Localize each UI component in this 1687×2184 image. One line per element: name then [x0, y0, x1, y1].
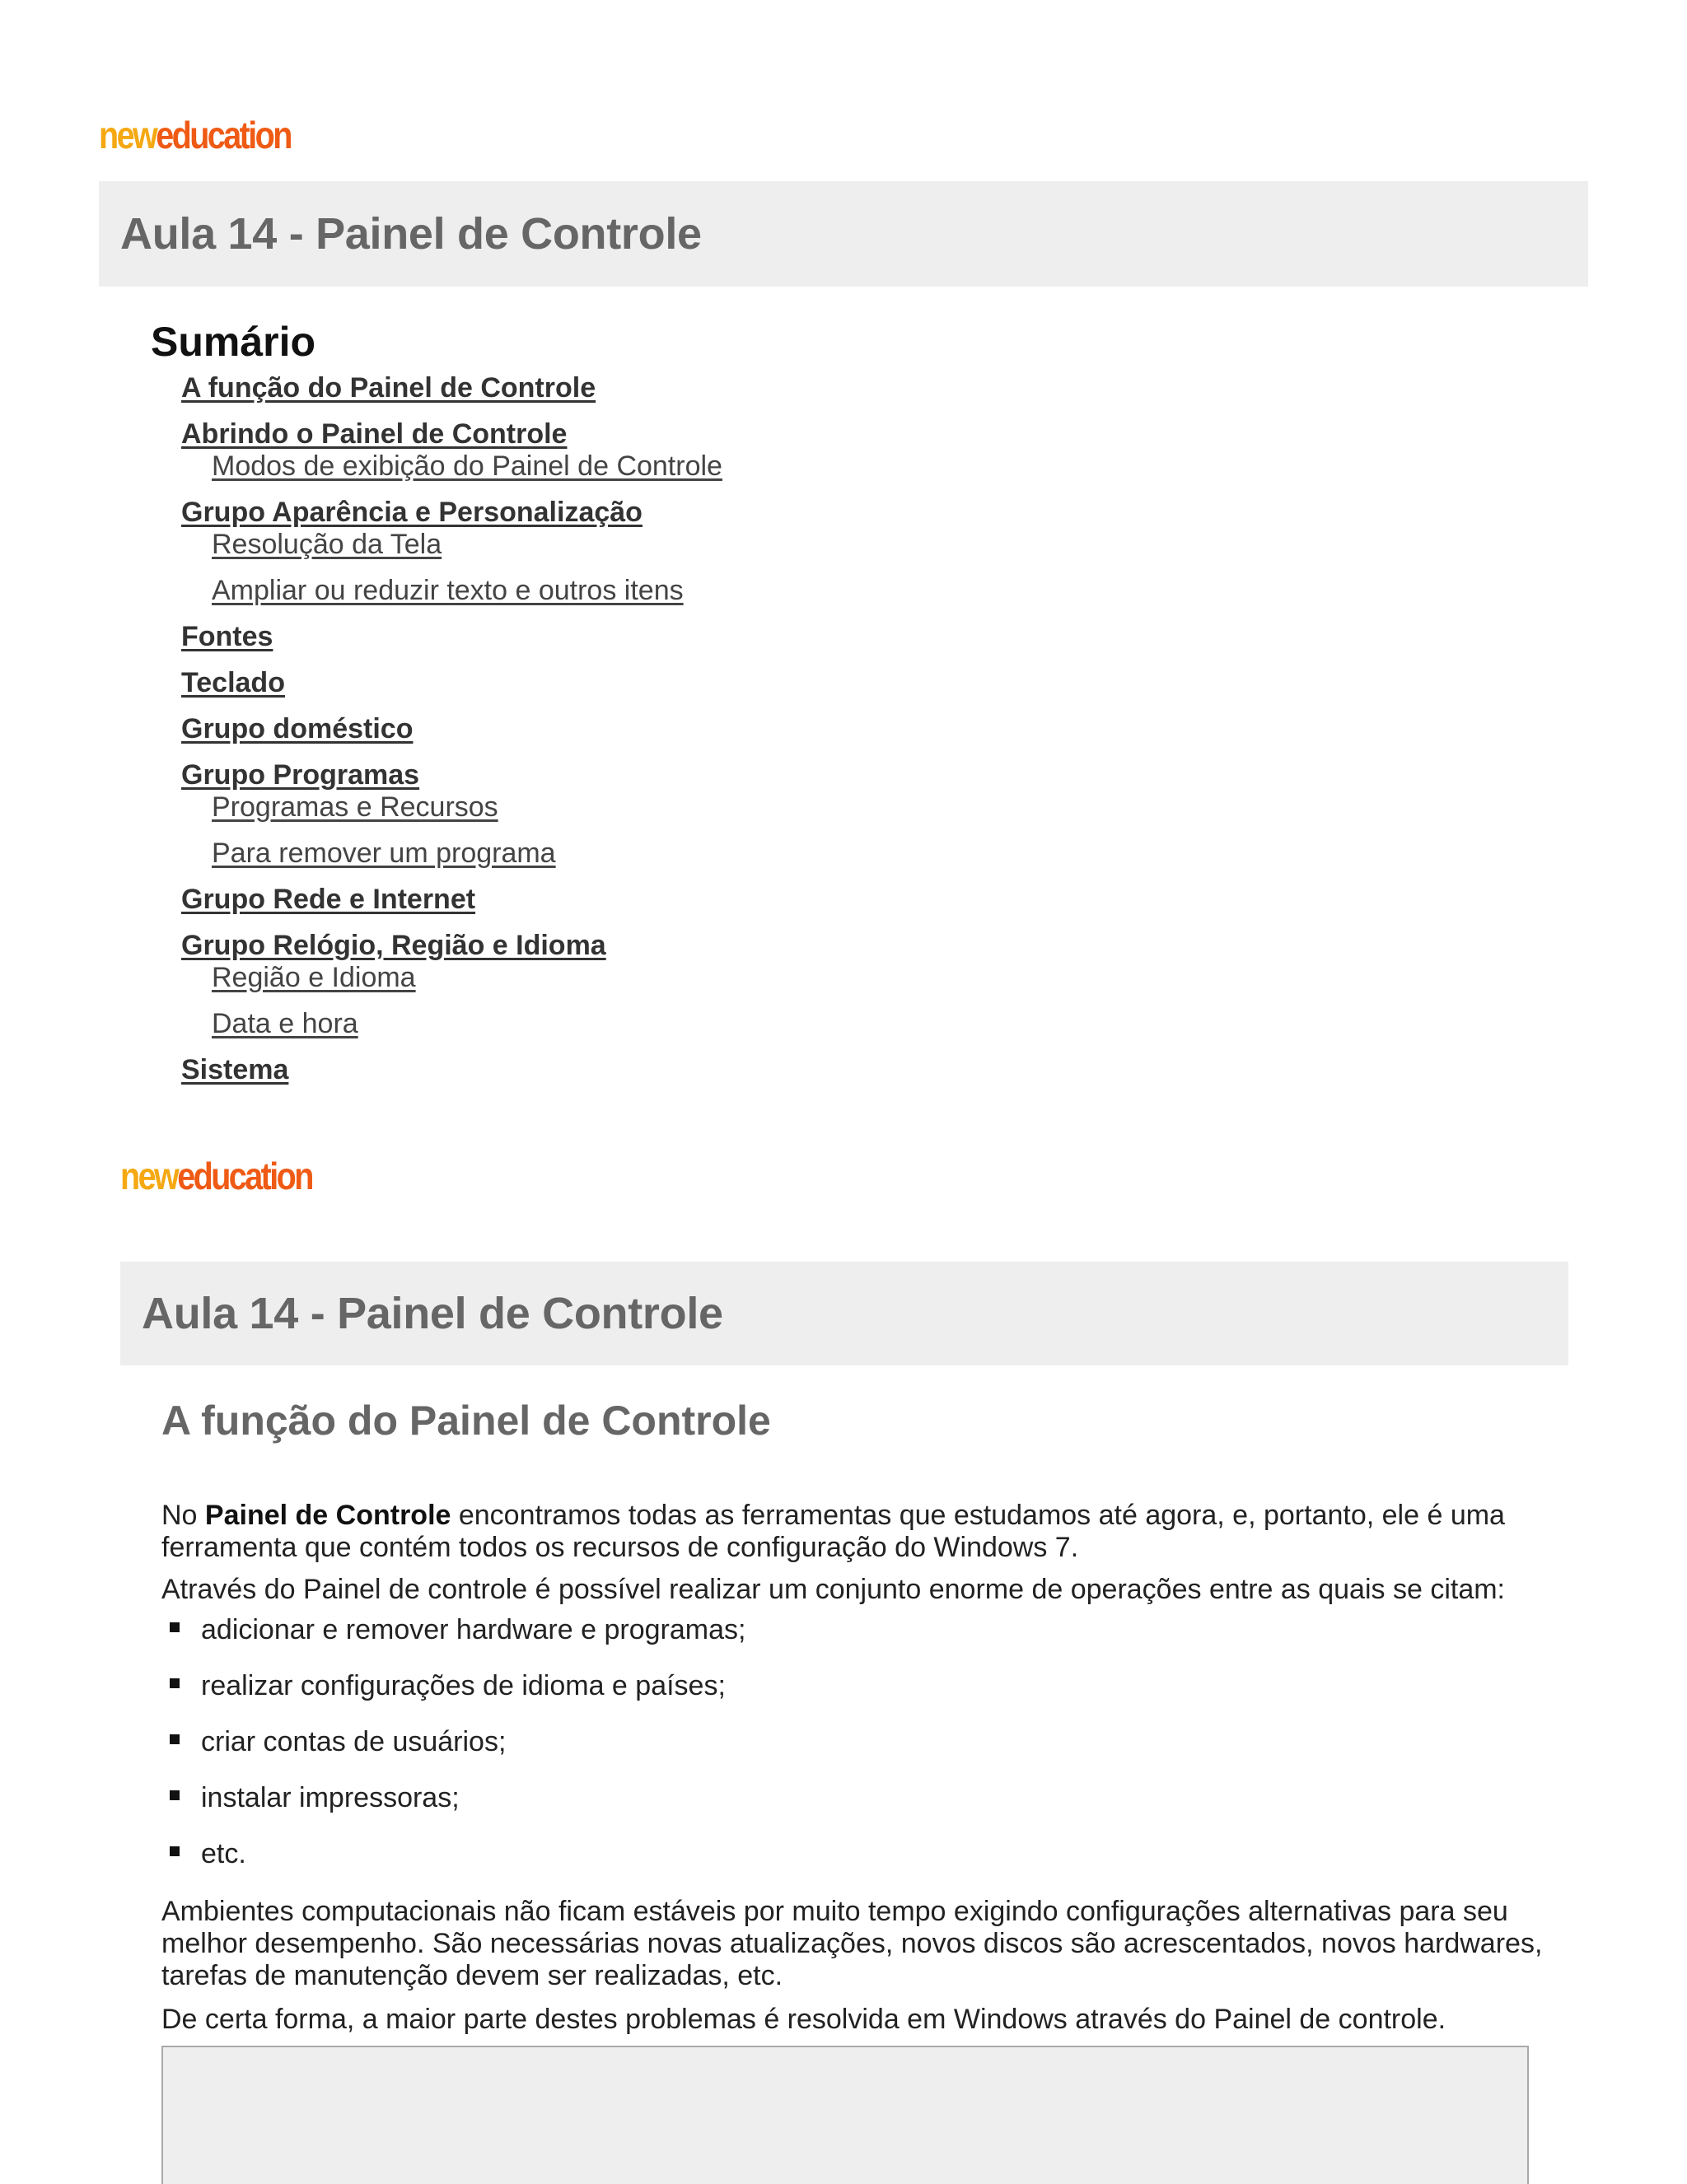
list-item: [170, 1838, 246, 1870]
toc-link[interactable]: Data e hora: [212, 1008, 358, 1039]
list-item-text: criar contas de usuários;: [201, 1726, 507, 1757]
neweducation-logo: [120, 1157, 312, 1195]
conclusion-paragraph: De certa forma, a maior parte destes problemas é resolvida em Windows através do Painel de controle.: [161, 2004, 1446, 2035]
logo-part-education: education: [177, 1155, 312, 1197]
square-bullet-icon: [170, 1846, 180, 1856]
list-item-text: realizar configurações de idioma e países;: [201, 1670, 726, 1701]
square-bullet-icon: [170, 1790, 180, 1800]
list-item: [170, 1670, 726, 1702]
toc-link[interactable]: Grupo Rede e Internet: [181, 884, 476, 915]
lesson-title-band: [99, 181, 1588, 287]
toc-link[interactable]: Ampliar ou reduzir texto e outros itens: [212, 575, 684, 606]
logo-part-new: new: [99, 114, 157, 156]
list-item: [170, 1782, 460, 1814]
toc-link[interactable]: Grupo doméstico: [181, 713, 414, 744]
toc-link[interactable]: Sistema: [181, 1054, 289, 1085]
toc-link[interactable]: Fontes: [181, 621, 273, 652]
square-bullet-icon: [170, 1678, 180, 1688]
environments-paragraph: Ambientes computacionais não ficam estáveis por muito tempo exigindo configurações alternativas para seu melhor desempenho. São necessárias novas atualizações, novos discos são acrescentados, novos hardwares, tarefas de manutenção devem ser realizadas, etc.: [161, 1896, 1543, 1991]
intro-bold-term: Painel de Controle: [204, 1500, 451, 1531]
intro-text-start: No: [161, 1500, 205, 1531]
list-item-text: instalar impressoras;: [201, 1782, 460, 1813]
toc-link[interactable]: Programas e Recursos: [212, 791, 498, 823]
toc-link[interactable]: Grupo Programas: [181, 759, 420, 791]
toc-link[interactable]: Abrindo o Painel de Controle: [181, 418, 568, 450]
list-item-text: etc.: [201, 1838, 246, 1869]
section-heading: A função do Painel de Controle: [161, 1398, 771, 1444]
list-item: [170, 1726, 506, 1758]
toc-link[interactable]: Modos de exibição do Painel de Controle: [212, 450, 722, 482]
toc-link[interactable]: Região e Idioma: [212, 962, 416, 993]
toc-link[interactable]: Grupo Relógio, Região e Idioma: [181, 930, 606, 961]
operations-intro-paragraph: Através do Painel de controle é possível realizar um conjunto enorme de operações entre as quais se citam:: [161, 1574, 1506, 1605]
intro-text-end: encontramos todas as ferramentas que estudamos até agora, e, portanto, ele é uma ferramenta que contém todos os recursos de configuração do Windows 7.: [161, 1500, 1505, 1563]
list-item: [170, 1614, 745, 1646]
lesson-title: Aula 14 - Painel de Controle: [120, 209, 702, 259]
square-bullet-icon: [170, 1734, 180, 1744]
toc-link[interactable]: Grupo Aparência e Personalização: [181, 497, 643, 528]
toc-link[interactable]: Resolução da Tela: [212, 529, 442, 560]
toc-link[interactable]: Para remover um programa: [212, 838, 556, 869]
neweducation-logo: [99, 116, 291, 154]
list-item-text: adicionar e remover hardware e programas;: [201, 1614, 746, 1645]
logo-part-education: education: [156, 114, 291, 156]
lesson-title: Aula 14 - Painel de Controle: [142, 1289, 723, 1338]
logo-part-new: new: [120, 1155, 178, 1197]
square-bullet-icon: [170, 1622, 180, 1632]
lesson-title-band: [120, 1262, 1568, 1365]
content-frame: [161, 2046, 1529, 2184]
toc-link[interactable]: Teclado: [181, 667, 285, 698]
intro-paragraph: [161, 1500, 1554, 1564]
toc-heading: Sumário: [151, 319, 316, 365]
toc-link[interactable]: A função do Painel de Controle: [181, 372, 596, 404]
